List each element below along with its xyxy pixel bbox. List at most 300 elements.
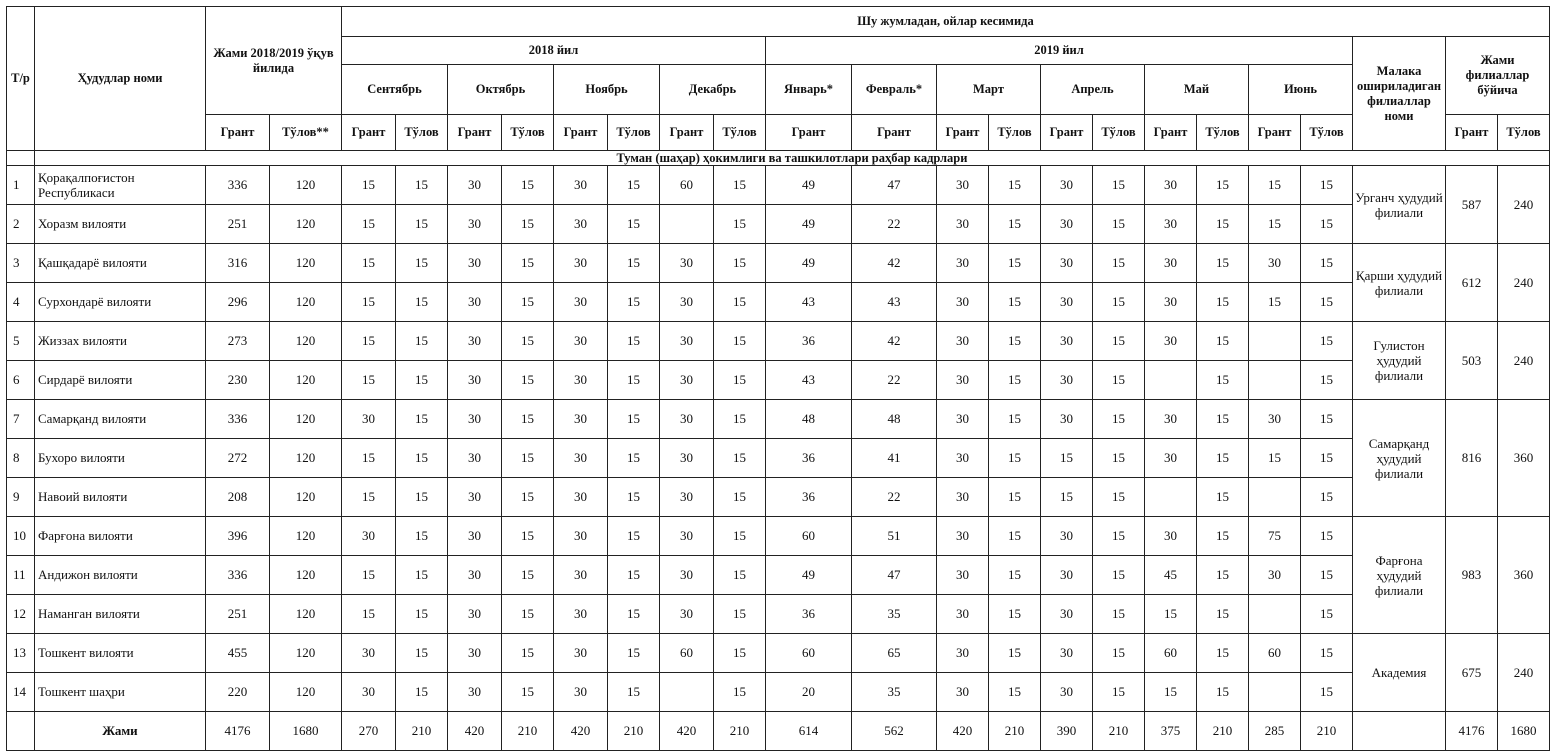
month-value-cell: 15 bbox=[1301, 556, 1353, 595]
month-total-cell: 614 bbox=[766, 712, 852, 751]
month-value-cell: 30 bbox=[660, 595, 714, 634]
month-value-cell: 15 bbox=[989, 556, 1041, 595]
month-value-cell: 30 bbox=[554, 439, 608, 478]
total-grant-cell: 273 bbox=[206, 322, 270, 361]
grant-header: Грант bbox=[342, 115, 396, 151]
month-header: Май bbox=[1145, 65, 1249, 115]
month-value-cell: 15 bbox=[1093, 439, 1145, 478]
month-value-cell: 43 bbox=[852, 283, 937, 322]
month-value-cell: 30 bbox=[1145, 517, 1197, 556]
month-value-cell: 15 bbox=[1301, 400, 1353, 439]
region-name: Қорақалпоғистон Республикаси bbox=[35, 166, 206, 205]
month-value-cell: 15 bbox=[396, 478, 448, 517]
month-value-cell: 15 bbox=[714, 283, 766, 322]
branch-grant-cell: 587 bbox=[1446, 166, 1498, 244]
total-grant-cell: 230 bbox=[206, 361, 270, 400]
month-value-cell: 30 bbox=[937, 595, 989, 634]
month-value-cell: 15 bbox=[1041, 478, 1093, 517]
month-total-cell: 210 bbox=[608, 712, 660, 751]
month-value-cell: 15 bbox=[1093, 400, 1145, 439]
month-value-cell: 15 bbox=[396, 205, 448, 244]
month-value-cell: 30 bbox=[937, 322, 989, 361]
month-header: Апрель bbox=[1041, 65, 1145, 115]
month-value-cell: 15 bbox=[608, 556, 660, 595]
month-value-cell: 30 bbox=[1145, 439, 1197, 478]
month-value-cell bbox=[1145, 361, 1197, 400]
month-value-cell: 30 bbox=[342, 517, 396, 556]
row-number: 5 bbox=[7, 322, 35, 361]
month-value-cell: 15 bbox=[1301, 244, 1353, 283]
month-value-cell: 15 bbox=[608, 634, 660, 673]
year-2018-header: 2018 йил bbox=[342, 37, 766, 65]
region-name: Хоразм вилояти bbox=[35, 205, 206, 244]
month-value-cell: 15 bbox=[714, 478, 766, 517]
branch-tulov-cell: 240 bbox=[1498, 244, 1550, 322]
row-number: 11 bbox=[7, 556, 35, 595]
section-spacer bbox=[7, 151, 35, 166]
month-value-cell: 30 bbox=[1249, 244, 1301, 283]
total-tulov-cell: 120 bbox=[270, 439, 342, 478]
total-tulov-cell: 120 bbox=[270, 361, 342, 400]
month-value-cell: 30 bbox=[1145, 205, 1197, 244]
tulov-header: Тўлов bbox=[714, 115, 766, 151]
month-value-cell: 30 bbox=[1041, 634, 1093, 673]
branch-name-header: Малака ошириладиган филиаллар номи bbox=[1353, 37, 1446, 151]
month-value-cell: 15 bbox=[989, 205, 1041, 244]
month-value-cell: 22 bbox=[852, 205, 937, 244]
month-value-cell: 22 bbox=[852, 361, 937, 400]
month-value-cell: 15 bbox=[342, 556, 396, 595]
month-value-cell: 15 bbox=[989, 595, 1041, 634]
month-value-cell: 30 bbox=[660, 283, 714, 322]
month-value-cell: 15 bbox=[1197, 205, 1249, 244]
branch-name-cell: Қарши ҳудудий филиали bbox=[1353, 244, 1446, 322]
month-value-cell: 30 bbox=[1041, 361, 1093, 400]
month-value-cell: 30 bbox=[1041, 400, 1093, 439]
branch-name-cell: Самарқанд ҳудудий филиали bbox=[1353, 400, 1446, 517]
region-name: Фарғона вилояти bbox=[35, 517, 206, 556]
table-row bbox=[7, 205, 1550, 244]
month-total-cell: 420 bbox=[937, 712, 989, 751]
branch-tulov-cell: 240 bbox=[1498, 322, 1550, 400]
total-grant-cell: 251 bbox=[206, 205, 270, 244]
month-value-cell: 15 bbox=[714, 166, 766, 205]
month-value-cell: 15 bbox=[714, 673, 766, 712]
month-value-cell: 30 bbox=[660, 556, 714, 595]
month-value-cell: 30 bbox=[554, 595, 608, 634]
month-total-cell: 562 bbox=[852, 712, 937, 751]
total-label: Жами bbox=[35, 712, 206, 751]
month-value-cell: 30 bbox=[660, 361, 714, 400]
month-value-cell: 15 bbox=[502, 322, 554, 361]
month-value-cell: 49 bbox=[766, 244, 852, 283]
branch-name-cell: Академия bbox=[1353, 634, 1446, 712]
month-header: Декабрь bbox=[660, 65, 766, 115]
total-spacer bbox=[7, 712, 35, 751]
month-value-cell: 15 bbox=[989, 322, 1041, 361]
month-total-cell: 210 bbox=[714, 712, 766, 751]
region-name: Наманган вилояти bbox=[35, 595, 206, 634]
month-value-cell: 30 bbox=[554, 478, 608, 517]
month-value-cell: 15 bbox=[1093, 595, 1145, 634]
table-row bbox=[7, 322, 1550, 361]
month-value-cell: 43 bbox=[766, 361, 852, 400]
month-value-cell: 15 bbox=[1093, 634, 1145, 673]
month-value-cell: 45 bbox=[1145, 556, 1197, 595]
month-value-cell: 30 bbox=[554, 400, 608, 439]
month-value-cell: 30 bbox=[660, 439, 714, 478]
month-value-cell: 30 bbox=[554, 517, 608, 556]
row-number: 14 bbox=[7, 673, 35, 712]
region-name: Жиззах вилояти bbox=[35, 322, 206, 361]
month-value-cell: 30 bbox=[448, 478, 502, 517]
month-value-cell: 30 bbox=[1041, 595, 1093, 634]
month-value-cell bbox=[660, 205, 714, 244]
branch-name-cell: Урганч ҳудудий филиали bbox=[1353, 166, 1446, 244]
month-value-cell: 30 bbox=[1145, 322, 1197, 361]
month-value-cell: 15 bbox=[396, 166, 448, 205]
month-value-cell: 30 bbox=[660, 517, 714, 556]
row-number: 8 bbox=[7, 439, 35, 478]
month-value-cell: 49 bbox=[766, 166, 852, 205]
month-value-cell: 36 bbox=[766, 439, 852, 478]
tulov-header: Тўлов bbox=[502, 115, 554, 151]
row-number: 7 bbox=[7, 400, 35, 439]
table-row bbox=[7, 244, 1550, 283]
branch-tulov-cell: 360 bbox=[1498, 400, 1550, 517]
month-value-cell: 20 bbox=[766, 673, 852, 712]
region-name: Сирдарё вилояти bbox=[35, 361, 206, 400]
month-value-cell: 15 bbox=[989, 283, 1041, 322]
month-value-cell: 15 bbox=[608, 166, 660, 205]
branch-tulov-cell: 240 bbox=[1498, 634, 1550, 712]
month-value-cell: 15 bbox=[396, 634, 448, 673]
total-tulov-cell: 120 bbox=[270, 400, 342, 439]
branch-tulov-cell: 360 bbox=[1498, 517, 1550, 634]
month-value-cell: 15 bbox=[989, 166, 1041, 205]
month-value-cell: 30 bbox=[448, 322, 502, 361]
row-number: 9 bbox=[7, 478, 35, 517]
month-value-cell: 15 bbox=[714, 595, 766, 634]
month-value-cell: 15 bbox=[714, 400, 766, 439]
total-tulov-cell: 120 bbox=[270, 556, 342, 595]
month-value-cell: 30 bbox=[448, 634, 502, 673]
month-value-cell: 15 bbox=[396, 283, 448, 322]
month-value-cell: 15 bbox=[342, 205, 396, 244]
month-value-cell: 36 bbox=[766, 595, 852, 634]
month-value-cell: 47 bbox=[852, 166, 937, 205]
total-grant-cell: 336 bbox=[206, 556, 270, 595]
month-value-cell: 15 bbox=[714, 556, 766, 595]
month-value-cell: 60 bbox=[766, 517, 852, 556]
total-grant-cell: 296 bbox=[206, 283, 270, 322]
month-value-cell: 15 bbox=[608, 400, 660, 439]
month-value-cell: 15 bbox=[396, 361, 448, 400]
month-value-cell: 41 bbox=[852, 439, 937, 478]
month-value-cell: 35 bbox=[852, 673, 937, 712]
month-value-cell: 15 bbox=[1197, 283, 1249, 322]
region-name: Самарқанд вилояти bbox=[35, 400, 206, 439]
month-value-cell: 15 bbox=[989, 400, 1041, 439]
month-value-cell: 42 bbox=[852, 322, 937, 361]
month-total-cell: 210 bbox=[502, 712, 554, 751]
month-value-cell: 15 bbox=[1301, 478, 1353, 517]
month-value-cell: 65 bbox=[852, 634, 937, 673]
month-value-cell: 15 bbox=[502, 400, 554, 439]
grant-header: Грант bbox=[660, 115, 714, 151]
month-value-cell: 30 bbox=[1041, 556, 1093, 595]
month-value-cell: 15 bbox=[396, 517, 448, 556]
month-value-cell: 15 bbox=[1197, 361, 1249, 400]
month-header: Сентябрь bbox=[342, 65, 448, 115]
month-value-cell: 30 bbox=[1145, 400, 1197, 439]
month-value-cell: 15 bbox=[608, 595, 660, 634]
table-row bbox=[7, 439, 1550, 478]
month-value-cell: 15 bbox=[1093, 205, 1145, 244]
month-value-cell: 30 bbox=[937, 439, 989, 478]
month-value-cell: 30 bbox=[1145, 283, 1197, 322]
month-value-cell: 30 bbox=[937, 361, 989, 400]
tulov-header: Тўлов bbox=[1197, 115, 1249, 151]
month-value-cell: 15 bbox=[342, 283, 396, 322]
month-value-cell: 15 bbox=[1093, 166, 1145, 205]
month-value-cell: 15 bbox=[396, 673, 448, 712]
region-name: Тошкент шаҳри bbox=[35, 673, 206, 712]
total-tulov-cell: 1680 bbox=[270, 712, 342, 751]
total-grant-cell: 336 bbox=[206, 400, 270, 439]
month-value-cell: 30 bbox=[1041, 244, 1093, 283]
month-total-cell: 270 bbox=[342, 712, 396, 751]
month-value-cell: 15 bbox=[989, 244, 1041, 283]
month-value-cell: 15 bbox=[1197, 478, 1249, 517]
total-tulov-cell: 120 bbox=[270, 244, 342, 283]
tulov-header: Тўлов bbox=[1498, 115, 1550, 151]
month-total-cell: 210 bbox=[1197, 712, 1249, 751]
table-row bbox=[7, 283, 1550, 322]
month-value-cell: 30 bbox=[448, 361, 502, 400]
month-value-cell: 15 bbox=[1301, 595, 1353, 634]
total-grant-cell: 220 bbox=[206, 673, 270, 712]
month-value-cell: 30 bbox=[448, 556, 502, 595]
total-grant-cell: 251 bbox=[206, 595, 270, 634]
total-grant-cell: 272 bbox=[206, 439, 270, 478]
month-value-cell: 15 bbox=[608, 361, 660, 400]
month-value-cell: 15 bbox=[1301, 517, 1353, 556]
tulov-header: Тўлов bbox=[1093, 115, 1145, 151]
month-value-cell: 30 bbox=[554, 634, 608, 673]
month-value-cell: 15 bbox=[502, 517, 554, 556]
month-value-cell: 15 bbox=[714, 244, 766, 283]
total-tulov-cell: 120 bbox=[270, 478, 342, 517]
branch-grant-cell: 983 bbox=[1446, 517, 1498, 634]
month-value-cell: 15 bbox=[714, 361, 766, 400]
month-value-cell: 15 bbox=[608, 439, 660, 478]
month-value-cell: 30 bbox=[554, 322, 608, 361]
month-value-cell: 15 bbox=[1145, 595, 1197, 634]
month-value-cell: 36 bbox=[766, 322, 852, 361]
total-tulov-cell: 120 bbox=[270, 595, 342, 634]
month-value-cell: 30 bbox=[937, 205, 989, 244]
month-value-cell: 15 bbox=[1145, 673, 1197, 712]
month-value-cell: 15 bbox=[1197, 595, 1249, 634]
table-row bbox=[7, 673, 1550, 712]
month-value-cell: 30 bbox=[1145, 244, 1197, 283]
month-value-cell: 30 bbox=[937, 478, 989, 517]
month-value-cell: 15 bbox=[1197, 244, 1249, 283]
month-value-cell bbox=[1145, 478, 1197, 517]
month-value-cell: 30 bbox=[937, 244, 989, 283]
tulov-header: Тўлов bbox=[608, 115, 660, 151]
month-value-cell: 30 bbox=[1041, 322, 1093, 361]
month-value-cell: 30 bbox=[937, 673, 989, 712]
month-value-cell: 30 bbox=[937, 283, 989, 322]
month-total-cell: 210 bbox=[1093, 712, 1145, 751]
month-value-cell: 15 bbox=[396, 556, 448, 595]
total-grant-cell: 396 bbox=[206, 517, 270, 556]
row-number: 4 bbox=[7, 283, 35, 322]
month-value-cell: 30 bbox=[448, 400, 502, 439]
total-row bbox=[7, 712, 1550, 751]
month-value-cell: 30 bbox=[937, 166, 989, 205]
month-value-cell: 30 bbox=[448, 673, 502, 712]
month-value-cell bbox=[1249, 361, 1301, 400]
month-value-cell: 60 bbox=[660, 166, 714, 205]
month-value-cell: 15 bbox=[396, 400, 448, 439]
month-value-cell: 15 bbox=[1093, 244, 1145, 283]
month-value-cell: 15 bbox=[1249, 283, 1301, 322]
month-value-cell: 15 bbox=[1197, 634, 1249, 673]
tulov-header: Тўлов bbox=[1301, 115, 1353, 151]
month-value-cell: 15 bbox=[1301, 322, 1353, 361]
branch-tulov-total: 1680 bbox=[1498, 712, 1550, 751]
col-tr-header: Т/р bbox=[7, 7, 35, 151]
month-value-cell: 15 bbox=[342, 322, 396, 361]
month-value-cell: 30 bbox=[448, 283, 502, 322]
month-value-cell: 15 bbox=[1093, 283, 1145, 322]
month-value-cell: 15 bbox=[502, 205, 554, 244]
total-tulov-cell: 120 bbox=[270, 673, 342, 712]
month-value-cell: 60 bbox=[660, 634, 714, 673]
month-value-cell: 15 bbox=[502, 556, 554, 595]
month-value-cell: 15 bbox=[608, 322, 660, 361]
grant-header: Грант bbox=[1249, 115, 1301, 151]
total-tulov-cell: 120 bbox=[270, 166, 342, 205]
month-value-cell: 30 bbox=[554, 283, 608, 322]
month-value-cell: 15 bbox=[714, 322, 766, 361]
section-title: Туман (шаҳар) ҳокимлиги ва ташкилотлари раҳбар кадрлари bbox=[35, 151, 1550, 166]
month-value-cell: 15 bbox=[608, 205, 660, 244]
row-number: 13 bbox=[7, 634, 35, 673]
month-header: Июнь bbox=[1249, 65, 1353, 115]
month-value-cell: 48 bbox=[852, 400, 937, 439]
month-value-cell: 51 bbox=[852, 517, 937, 556]
branch-grant-cell: 675 bbox=[1446, 634, 1498, 712]
month-value-cell: 30 bbox=[1249, 400, 1301, 439]
branch-tulov-cell: 240 bbox=[1498, 166, 1550, 244]
month-value-cell: 35 bbox=[852, 595, 937, 634]
region-name: Андижон вилояти bbox=[35, 556, 206, 595]
month-value-cell: 30 bbox=[448, 166, 502, 205]
month-value-cell: 30 bbox=[1041, 673, 1093, 712]
month-value-cell: 15 bbox=[608, 517, 660, 556]
region-name: Сурхондарё вилояти bbox=[35, 283, 206, 322]
month-value-cell: 42 bbox=[852, 244, 937, 283]
total-tulov-cell: 120 bbox=[270, 322, 342, 361]
month-value-cell: 30 bbox=[448, 595, 502, 634]
month-header: Март bbox=[937, 65, 1041, 115]
month-value-cell: 30 bbox=[342, 634, 396, 673]
month-value-cell: 48 bbox=[766, 400, 852, 439]
month-value-cell: 15 bbox=[502, 166, 554, 205]
month-header: Февраль* bbox=[852, 65, 937, 115]
month-value-cell: 30 bbox=[448, 205, 502, 244]
table-row bbox=[7, 517, 1550, 556]
month-value-cell: 15 bbox=[989, 478, 1041, 517]
month-value-cell bbox=[1249, 673, 1301, 712]
month-value-cell: 30 bbox=[554, 244, 608, 283]
month-value-cell: 30 bbox=[937, 517, 989, 556]
month-value-cell: 30 bbox=[448, 439, 502, 478]
row-number: 1 bbox=[7, 166, 35, 205]
month-value-cell: 30 bbox=[554, 361, 608, 400]
month-value-cell: 30 bbox=[1041, 166, 1093, 205]
month-value-cell: 30 bbox=[448, 244, 502, 283]
month-value-cell bbox=[1249, 322, 1301, 361]
month-value-cell: 15 bbox=[342, 361, 396, 400]
month-value-cell: 30 bbox=[660, 400, 714, 439]
month-value-cell: 15 bbox=[1093, 478, 1145, 517]
grant-header: Грант bbox=[206, 115, 270, 151]
month-value-cell: 15 bbox=[608, 478, 660, 517]
total-grant-cell: 455 bbox=[206, 634, 270, 673]
grant-header: Грант bbox=[852, 115, 937, 151]
month-value-cell: 30 bbox=[1145, 166, 1197, 205]
tulov-header: Тўлов** bbox=[270, 115, 342, 151]
row-number: 6 bbox=[7, 361, 35, 400]
month-value-cell: 15 bbox=[1301, 205, 1353, 244]
month-value-cell: 49 bbox=[766, 556, 852, 595]
month-total-cell: 210 bbox=[396, 712, 448, 751]
grant-header: Грант bbox=[937, 115, 989, 151]
total-tulov-cell: 120 bbox=[270, 634, 342, 673]
total-grant-cell: 316 bbox=[206, 244, 270, 283]
month-value-cell bbox=[660, 673, 714, 712]
grant-header: Грант bbox=[554, 115, 608, 151]
month-value-cell: 30 bbox=[1041, 205, 1093, 244]
month-value-cell: 15 bbox=[1197, 517, 1249, 556]
col-total-year-header: Жами 2018/2019 ўқув йилида bbox=[206, 7, 342, 115]
total-grant-cell: 4176 bbox=[206, 712, 270, 751]
month-value-cell: 15 bbox=[1041, 439, 1093, 478]
month-value-cell: 15 bbox=[1093, 322, 1145, 361]
month-value-cell: 15 bbox=[396, 322, 448, 361]
total-tulov-cell: 120 bbox=[270, 517, 342, 556]
grant-header: Грант bbox=[448, 115, 502, 151]
row-number: 2 bbox=[7, 205, 35, 244]
month-value-cell: 30 bbox=[937, 634, 989, 673]
month-value-cell: 15 bbox=[1301, 634, 1353, 673]
grant-header: Грант bbox=[1446, 115, 1498, 151]
branch-total-header: Жами филиаллар бўйича bbox=[1446, 37, 1550, 115]
month-value-cell: 30 bbox=[1249, 556, 1301, 595]
month-value-cell: 30 bbox=[1041, 283, 1093, 322]
month-value-cell: 15 bbox=[342, 439, 396, 478]
grant-header: Грант bbox=[1145, 115, 1197, 151]
month-value-cell: 15 bbox=[989, 634, 1041, 673]
month-value-cell: 15 bbox=[342, 478, 396, 517]
month-value-cell: 47 bbox=[852, 556, 937, 595]
month-value-cell: 30 bbox=[554, 556, 608, 595]
